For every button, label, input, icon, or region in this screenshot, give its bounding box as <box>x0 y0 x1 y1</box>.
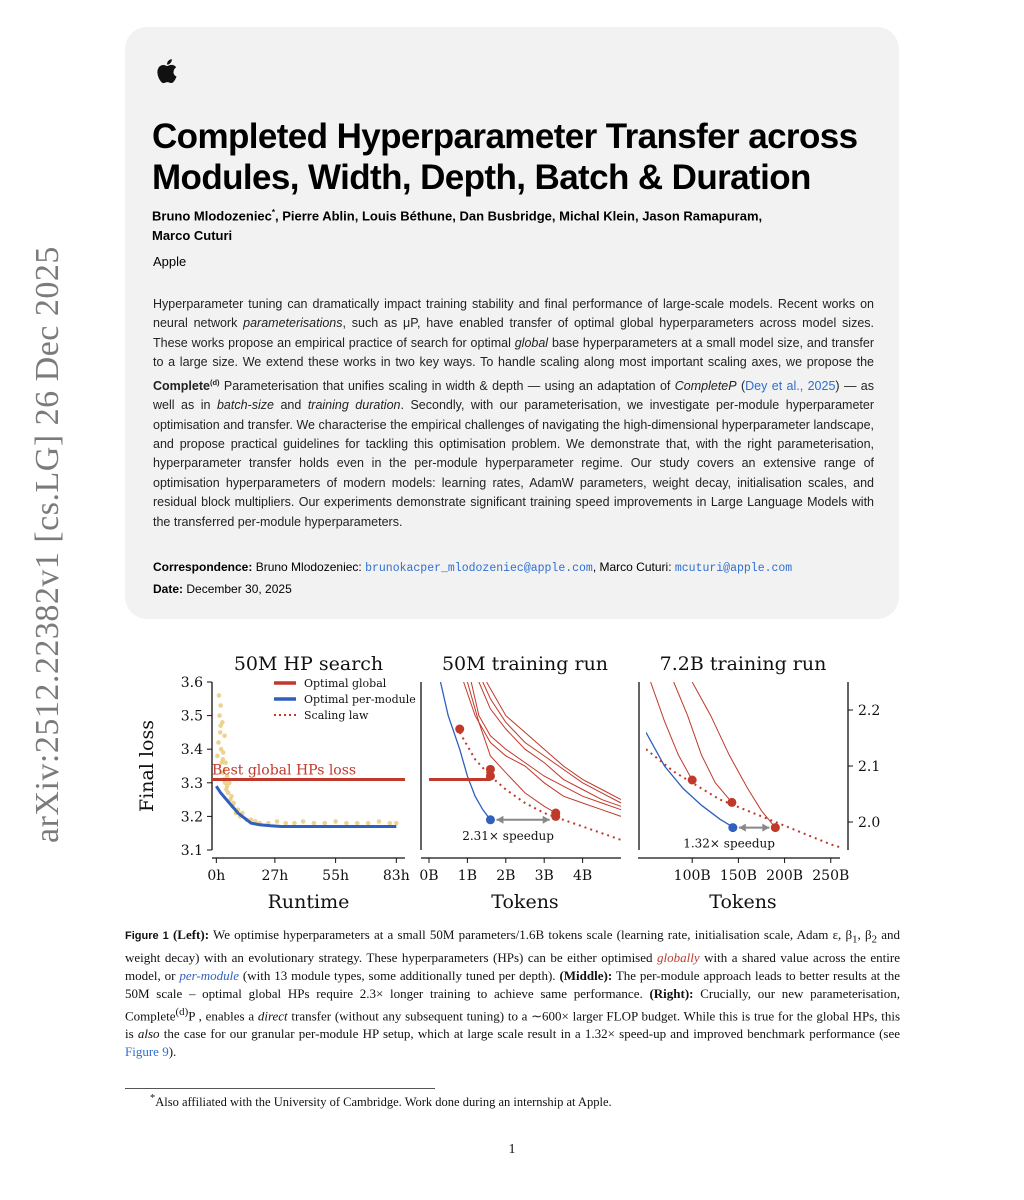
global-optimum-point <box>727 798 736 807</box>
caption-text: P , enables a <box>188 1007 258 1023</box>
caption-text: We optimise hyperparameters at a small 50M parameters/1.6B tokens scale (learning rate, initialisation scale, Adam ε, β <box>209 927 853 942</box>
search-point <box>301 819 306 824</box>
figure-reference-link[interactable]: Figure 9 <box>125 1043 169 1059</box>
y-tick-label: 3.3 <box>180 775 203 792</box>
search-point <box>221 757 226 762</box>
x-axis-label: Tokens <box>491 891 559 913</box>
y-tick-label: 2.0 <box>858 815 881 831</box>
first-author: Bruno Mlodozeniec <box>152 208 272 224</box>
abstract-text: Hyperparameter tuning can dramatically impact training stability and final performance of large-scale models. Recent works on neural network <box>153 297 874 331</box>
y-axis-label: Final loss <box>136 720 158 812</box>
correspondent-name: Bruno Mlodozeniec: <box>252 560 366 574</box>
author-list <box>152 203 852 246</box>
authors-line-1: , Pierre Ablin, Louis Béthune, Dan Busbridge, Michal Klein, Jason Ramapuram, <box>275 208 763 224</box>
y-tick-label: 2.1 <box>858 759 881 775</box>
scaling-law-line <box>646 749 840 847</box>
caption-text: transfer (without any subsequent tuning) to a ∼600× larger FLOP budget. While this is true for the global HPs, this is <box>125 1007 900 1041</box>
figure-1-charts <box>125 640 881 920</box>
first-author-mark: * <box>271 208 276 217</box>
speedup-arrowhead <box>543 816 550 824</box>
chart-title: 50M HP search <box>233 653 384 675</box>
caption-right-label: (Right): <box>649 985 694 1001</box>
global-hp-run-line <box>487 682 621 800</box>
x-tick-label: 0h <box>207 868 226 884</box>
caption-superscript: (d) <box>175 1005 189 1018</box>
caption-text: ). <box>168 1043 177 1059</box>
title-line-1: Completed Hyperparameter Transfer across <box>152 117 858 156</box>
footnote-text: Also affiliated with the University of Cambridge. Work done during an internship at Apple. <box>155 1095 612 1110</box>
caption-text: the case for our granular per-module HP setup, which at large scale result in a 1.32× speed-up and improved benchmark performance (see <box>159 1025 901 1041</box>
search-point <box>226 791 231 796</box>
search-point <box>366 821 371 826</box>
search-point <box>222 733 227 738</box>
x-tick-label: 55h <box>322 868 350 884</box>
y-tick-label: 3.5 <box>180 708 203 725</box>
best-global-annotation: Best global HPs loss <box>212 762 357 779</box>
caption-subscript: 2 <box>871 933 878 946</box>
x-tick-label: 4B <box>572 868 593 884</box>
search-point <box>275 819 280 824</box>
global-hp-run-line <box>651 682 693 780</box>
apple-logo-icon <box>152 56 178 86</box>
chart-title: 50M training run <box>441 653 609 675</box>
x-tick-label: 27h <box>261 868 289 884</box>
search-point <box>388 821 393 826</box>
global-optimum-point <box>455 725 464 734</box>
x-tick-label: 150B <box>719 868 757 884</box>
caption-text: (with 13 module types, some additionally tuned per depth). <box>239 967 560 983</box>
search-point <box>218 703 223 708</box>
abstract-emphasis: global <box>514 335 549 350</box>
global-optimum-point <box>551 812 560 821</box>
footnote-mark: * <box>150 1093 156 1104</box>
caption-per-module: per-module <box>179 967 240 983</box>
caption-left-label: (Left): <box>172 927 210 942</box>
speedup-arrowhead <box>762 824 769 832</box>
footnote <box>150 1093 612 1110</box>
per-module-run-line <box>441 682 491 820</box>
x-axis-label: Tokens <box>709 891 777 913</box>
page-number: 1 <box>508 1142 516 1157</box>
complete-name: Complete <box>153 378 210 393</box>
title-line-2: Modules, Width, Depth, Batch & Duration <box>152 158 811 197</box>
x-tick-label: 200B <box>766 868 804 884</box>
email-link[interactable]: brunokacper_mlodozeniec@apple.com <box>365 562 593 575</box>
global-hp-run-line <box>483 682 621 803</box>
search-point <box>292 821 297 826</box>
authors-line-2: Marco Cuturi <box>152 228 233 244</box>
x-tick-label: 100B <box>673 868 711 884</box>
y-tick-label: 3.4 <box>180 742 203 759</box>
paper-title <box>152 116 892 198</box>
search-point <box>216 740 221 745</box>
search-point <box>312 821 317 826</box>
abstract-text: base hyperparameters at a small model size, and transfer to a large size. We extend these works in two key ways. To handle scaling along most important scaling axes, we propose the <box>153 335 874 370</box>
search-point <box>377 819 382 824</box>
global-optimum-point <box>688 776 697 785</box>
search-point <box>322 821 327 826</box>
y-tick-label: 3.6 <box>180 675 203 691</box>
global-optimum-point <box>486 772 495 781</box>
per-module-best-curve <box>216 786 396 826</box>
search-point <box>225 784 230 789</box>
y-tick-label: 2.2 <box>858 703 881 719</box>
figure-caption <box>125 926 900 1061</box>
abstract-text: Parameterisation that unifies scaling in width & depth — using an adaptation of <box>219 378 675 393</box>
x-tick-label: 250B <box>812 868 850 884</box>
x-axis-label: Runtime <box>267 891 350 913</box>
x-tick-label: 83h <box>382 868 410 884</box>
date-value: December 30, 2025 <box>183 582 292 596</box>
correspondence-label: Correspondence: <box>153 560 253 574</box>
abstract-emphasis: batch-size <box>216 398 274 413</box>
per-module-point <box>728 823 737 832</box>
global-optimum-point <box>771 823 780 832</box>
x-tick-label: 3B <box>534 868 554 884</box>
search-point <box>283 821 288 826</box>
legend-label: Scaling law <box>304 709 369 722</box>
x-tick-label: 2B <box>496 868 516 884</box>
arxiv-identifier-stamp: arXiv:2512.22382v1 [cs.LG] 26 Dec 2025 <box>29 246 66 843</box>
caption-subscript: 1 <box>852 933 858 946</box>
search-point <box>218 723 223 728</box>
abstract-text: ( <box>736 378 746 393</box>
y-tick-label: 3.2 <box>180 809 203 826</box>
abstract-bold <box>153 379 220 393</box>
date-label: Date: <box>153 582 184 596</box>
speedup-label: 1.32× speedup <box>683 836 775 851</box>
abstract-text: and <box>273 398 308 413</box>
search-point <box>217 693 222 698</box>
legend-label: Optimal per-module <box>304 693 416 706</box>
abstract-emphasis: parameterisations <box>243 316 343 331</box>
abstract-emphasis: CompleteP <box>674 378 737 393</box>
x-tick-label: 1B <box>457 868 478 884</box>
email-link[interactable]: mcuturi@apple.com <box>674 562 793 575</box>
abstract <box>153 295 874 532</box>
footnote-divider <box>125 1088 435 1089</box>
chart-title: 7.2B training run <box>659 653 827 675</box>
correspondent-name: , Marco Cuturi: <box>592 560 675 574</box>
caption-middle-label: (Middle): <box>559 967 613 983</box>
search-point <box>218 730 223 735</box>
abstract-text: ) — as well as in <box>153 378 875 413</box>
speedup-label: 2.31× speedup <box>462 828 554 843</box>
search-point <box>344 821 349 826</box>
x-tick-label: 0B <box>419 868 439 884</box>
scaling-law-line <box>460 732 621 840</box>
search-point <box>333 819 338 824</box>
search-point <box>217 713 222 718</box>
figure-label: Figure 1 <box>125 930 169 942</box>
caption-text: and weight decay) with an evolutionary strategy. These hyperparameters (HPs) can be either optimised <box>125 927 900 965</box>
complete-superscript: (d) <box>209 377 220 387</box>
caption-text: The per-module approach leads to better results at the 50M scale – optimal global HPs require 2.3× longer training to achieve same performance. <box>125 967 901 1001</box>
search-point <box>221 750 226 755</box>
speedup-arrowhead <box>739 824 746 832</box>
speedup-arrowhead <box>496 816 503 824</box>
caption-text: , β <box>857 927 872 942</box>
caption-emphasis: direct <box>257 1007 288 1023</box>
caption-text: with a shared value across the entire model, or <box>125 949 900 983</box>
search-point <box>355 821 360 826</box>
correspondence-block <box>153 557 883 599</box>
y-tick-label: 3.1 <box>180 843 203 859</box>
search-point <box>229 794 234 799</box>
caption-text: Crucially, our new parameterisation, Complete <box>125 985 900 1023</box>
abstract-text: . Secondly, with our parameterisation, we investigate per-module hyperparameter optimisation and transfer. We characterise the empirical challenges of navigating the high-dimensional hyperparameter landscape, and propose practical guidelines for tackling this optimisation problem. We demonstrate that, with the right parameterisation, hyperparameter transfer holds even in the per-module hyperparameter regime. Our study covers an extensive range of optimisation hyperparameters of modern models: learning rates, AdamW parameters, weight decay, initialisation scales, and residual block multipliers. Our experiments demonstrate significant training speed improvements in Large Language Models with the transferred per-module hyperparameters. <box>153 398 874 529</box>
caption-emphasis: also <box>137 1025 160 1041</box>
search-point <box>215 754 220 759</box>
per-module-point <box>486 815 495 824</box>
citation-link[interactable]: Dey et al., 2025 <box>745 378 836 393</box>
abstract-emphasis: training duration <box>307 398 401 413</box>
search-point <box>394 821 399 826</box>
abstract-text: , such as μP, have enabled transfer of optimal global hyperparameters across model sizes. These works propose an empirical practice of search for optimal <box>153 316 874 350</box>
affiliation: Apple <box>153 254 187 269</box>
legend-label: Optimal global <box>304 677 387 690</box>
caption-globally: globally <box>657 949 700 965</box>
